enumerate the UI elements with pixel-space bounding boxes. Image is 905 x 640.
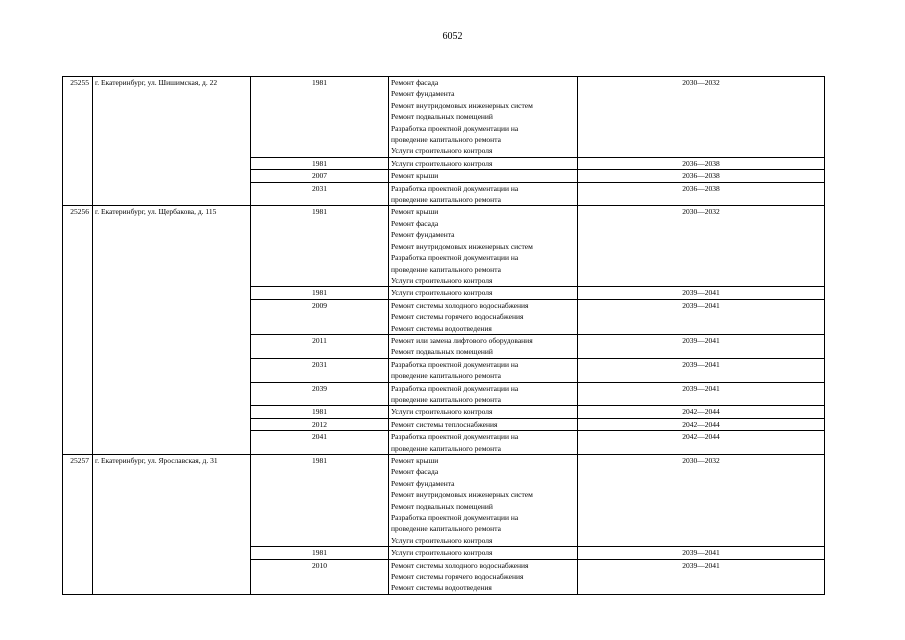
work-item: Ремонт системы горячего водоснабжения (391, 572, 524, 582)
works-cell (389, 287, 578, 299)
building-address: г. Екатеринбург, ул. Щербакова, д. 115 (93, 206, 251, 455)
work-item: Разработка проектной документации на (391, 123, 519, 133)
year-cell: 1981 (251, 406, 389, 418)
repair-schedule-body (63, 77, 825, 595)
work-item: Ремонт крыши (391, 171, 439, 181)
works-cell (389, 299, 578, 334)
work-item: проведение капитального ремонта (391, 195, 501, 205)
works-cell (389, 77, 578, 158)
building-number: 25256 (63, 206, 93, 455)
year-cell: 1981 (251, 455, 389, 547)
page-number: 6052 (442, 31, 463, 42)
work-item: Ремонт внутридомовых инженерных систем (391, 490, 533, 500)
period-cell: 2036—2038 (578, 182, 825, 206)
work-item: Ремонт системы водоотведения (391, 323, 492, 333)
year-cell: 2012 (251, 418, 389, 430)
year-cell: 1981 (251, 157, 389, 169)
period-cell: 2036—2038 (578, 170, 825, 182)
period-cell: 2039—2041 (578, 334, 825, 358)
work-item: Услуги строительного контроля (391, 288, 493, 298)
year-cell: 2011 (251, 334, 389, 358)
work-item: Ремонт системы холодного водоснабжения (391, 300, 529, 310)
work-item: Ремонт или замена лифтового оборудования (391, 335, 533, 345)
year-cell: 1981 (251, 547, 389, 559)
work-item: проведение капитального ремонта (391, 524, 501, 534)
work-item: проведение капитального ремонта (391, 394, 501, 404)
work-item: Ремонт фундамента (391, 89, 455, 99)
period-cell: 2036—2038 (578, 157, 825, 169)
period-cell: 2042—2044 (578, 431, 825, 455)
building-address: г. Екатеринбург, ул. Ярославская, д. 31 (93, 455, 251, 595)
work-item: Разработка проектной документации на (391, 432, 519, 442)
period-cell: 2039—2041 (578, 559, 825, 594)
period-cell: 2030—2032 (578, 455, 825, 547)
work-item: Ремонт фундамента (391, 230, 455, 240)
work-item: Услуги строительного контроля (391, 407, 493, 417)
work-item: Разработка проектной документации на (391, 359, 519, 369)
period-cell: 2039—2041 (578, 382, 825, 406)
works-cell (389, 206, 578, 287)
building-number: 25255 (63, 77, 93, 206)
work-item: Ремонт внутридомовых инженерных систем (391, 100, 533, 110)
period-cell: 2039—2041 (578, 547, 825, 559)
works-cell (389, 418, 578, 430)
year-cell: 2041 (251, 431, 389, 455)
period-cell: 2039—2041 (578, 299, 825, 334)
works-cell (389, 170, 578, 182)
work-item: Ремонт системы холодного водоснабжения (391, 560, 529, 570)
building-address: г. Екатеринбург, ул. Шишимская, д. 22 (93, 77, 251, 206)
works-cell (389, 559, 578, 594)
works-cell (389, 547, 578, 559)
work-item: Ремонт системы водоотведения (391, 583, 492, 593)
works-cell (389, 157, 578, 169)
work-item: Ремонт крыши (391, 456, 439, 465)
table-row (63, 455, 825, 547)
works-cell (389, 455, 578, 547)
work-item: Разработка проектной документации на (391, 513, 519, 523)
work-item: Услуги строительного контроля (391, 275, 493, 285)
works-cell (389, 382, 578, 406)
work-item: Ремонт внутридомовых инженерных систем (391, 241, 533, 251)
table-row (63, 206, 825, 287)
year-cell: 1981 (251, 206, 389, 287)
work-item: Ремонт фасада (391, 218, 439, 228)
works-cell (389, 358, 578, 382)
work-item: Услуги строительного контроля (391, 158, 493, 168)
work-item: Ремонт фасада (391, 467, 439, 477)
year-cell: 1981 (251, 77, 389, 158)
work-item: Ремонт подвальных помещений (391, 501, 493, 511)
period-cell: 2039—2041 (578, 287, 825, 299)
work-item: Услуги строительного контроля (391, 535, 493, 545)
work-item: Разработка проектной документации на (391, 383, 519, 393)
work-item: Услуги строительного контроля (391, 548, 493, 558)
work-item: Ремонт фасада (391, 78, 439, 87)
period-cell: 2042—2044 (578, 418, 825, 430)
work-item: Разработка проектной документации на (391, 253, 519, 263)
work-item: Ремонт системы горячего водоснабжения (391, 312, 524, 322)
works-cell (389, 334, 578, 358)
period-cell: 2039—2041 (578, 358, 825, 382)
repair-schedule-table (62, 76, 825, 595)
period-cell: 2030—2032 (578, 77, 825, 158)
year-cell: 2010 (251, 559, 389, 594)
year-cell: 2031 (251, 182, 389, 206)
work-item: Ремонт крыши (391, 207, 439, 217)
work-item: Ремонт системы теплоснабжения (391, 419, 498, 429)
year-cell: 1981 (251, 287, 389, 299)
year-cell: 2007 (251, 170, 389, 182)
work-item: проведение капитального ремонта (391, 443, 501, 453)
work-item: проведение капитального ремонта (391, 135, 501, 145)
year-cell: 2039 (251, 382, 389, 406)
work-item: проведение капитального ремонта (391, 264, 501, 274)
works-cell (389, 406, 578, 418)
work-item: Ремонт фундамента (391, 478, 455, 488)
period-cell: 2042—2044 (578, 406, 825, 418)
work-item: Ремонт подвальных помещений (391, 347, 493, 357)
works-cell (389, 431, 578, 455)
year-cell: 2009 (251, 299, 389, 334)
work-item: Разработка проектной документации на (391, 183, 519, 193)
works-cell (389, 182, 578, 206)
building-number: 25257 (63, 455, 93, 595)
year-cell: 2031 (251, 358, 389, 382)
work-item: проведение капитального ремонта (391, 371, 501, 381)
period-cell: 2030—2032 (578, 206, 825, 287)
table-row (63, 77, 825, 158)
work-item: Услуги строительного контроля (391, 146, 493, 156)
work-item: Ремонт подвальных помещений (391, 112, 493, 122)
